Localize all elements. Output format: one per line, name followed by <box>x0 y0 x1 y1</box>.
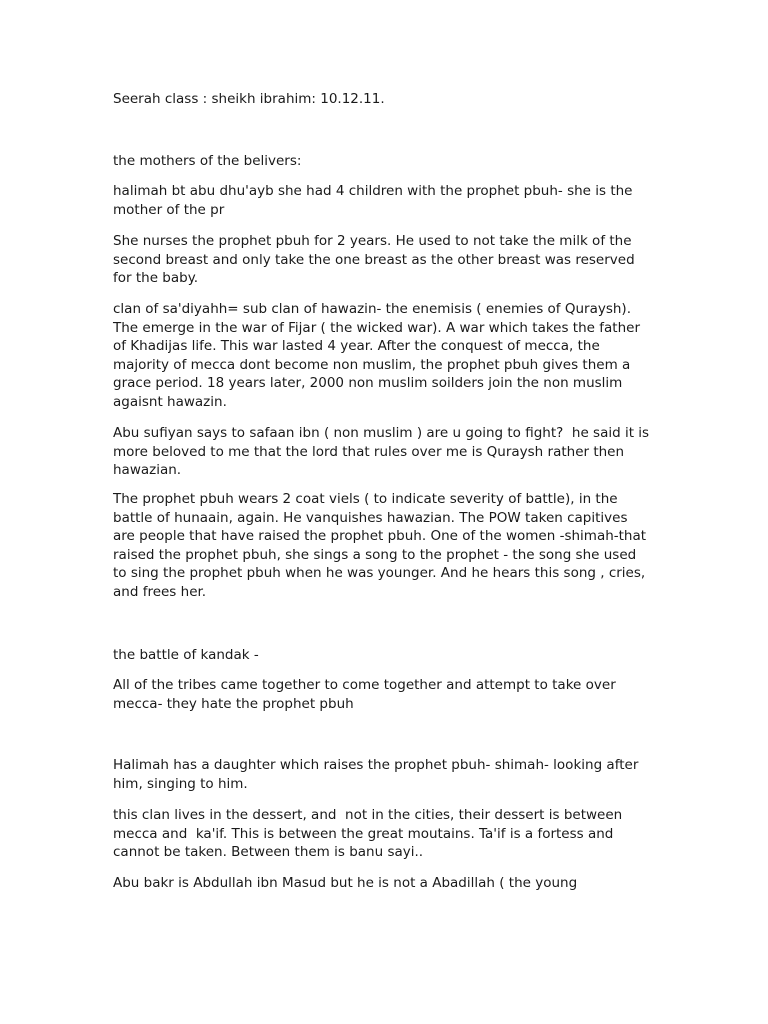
paragraph-abu-bakr: Abu bakr is Abdullah ibn Masud but he is not a Abadillah ( the young <box>113 875 578 891</box>
paragraph-abu-sufiyan: Abu sufiyan says to safaan ibn ( non muslim ) are u going to fight? he said it is more beloved to me that the lord that rules over me is Quraysh rather then hawazian. <box>113 425 650 478</box>
paragraph-halimah: halimah bt abu dhu'ayb she had 4 children with the prophet pbuh- she is the mother of the pr <box>113 183 633 218</box>
paragraph-clan-sadiyah: clan of sa'diyahh= sub clan of hawazin- the enemisis ( enemies of Quraysh). The emerge in the war of Fijar ( the wicked war). A war which takes the father of Khadijas life. This war lasted 4 year. After the conquest of mecca, the majority of mecca dont become non muslim, the prophet pbuh gives them a grace period. 18 years later, 2000 non muslim soilders join the non muslim agaisnt hawazin. <box>113 301 640 410</box>
paragraph-halimah-daughter: Halimah has a daughter which raises the prophet pbuh- shimah- looking after him, singing to him. <box>113 757 639 792</box>
paragraph-clan-dessert: this clan lives in the dessert, and not in the cities, their dessert is between mecca and ka'if. This is between the great moutains. Ta'if is a fortess and cannot be taken. Between them is banu sayi.. <box>113 807 623 860</box>
paragraph-battle-kandak-heading: the battle of kandak - <box>113 647 259 663</box>
paragraph-mothers-heading: the mothers of the belivers: <box>113 153 302 169</box>
paragraph-tribes: All of the tribes came together to come together and attempt to take over mecca- they hate the prophet pbuh <box>113 677 616 712</box>
paragraph-nursing: She nurses the prophet pbuh for 2 years. He used to not take the milk of the second breast and only take the one breast as the other breast was reserved for the baby. <box>113 233 635 286</box>
paragraph-battle-hunain: The prophet pbuh wears 2 coat viels ( to indicate severity of battle), in the battle of hunaain, again. He vanquishes hawazian. The POW taken capitives are people that have raised the prophet pbuh. One of the women -shimah-that raised the prophet pbuh, she sings a song to the prophet - the song she used to sing the prophet pbuh when he was younger. And he hears this song , cries, and frees her. <box>113 491 647 600</box>
document-heading: Seerah class : sheikh ibrahim: 10.12.11. <box>113 91 385 107</box>
